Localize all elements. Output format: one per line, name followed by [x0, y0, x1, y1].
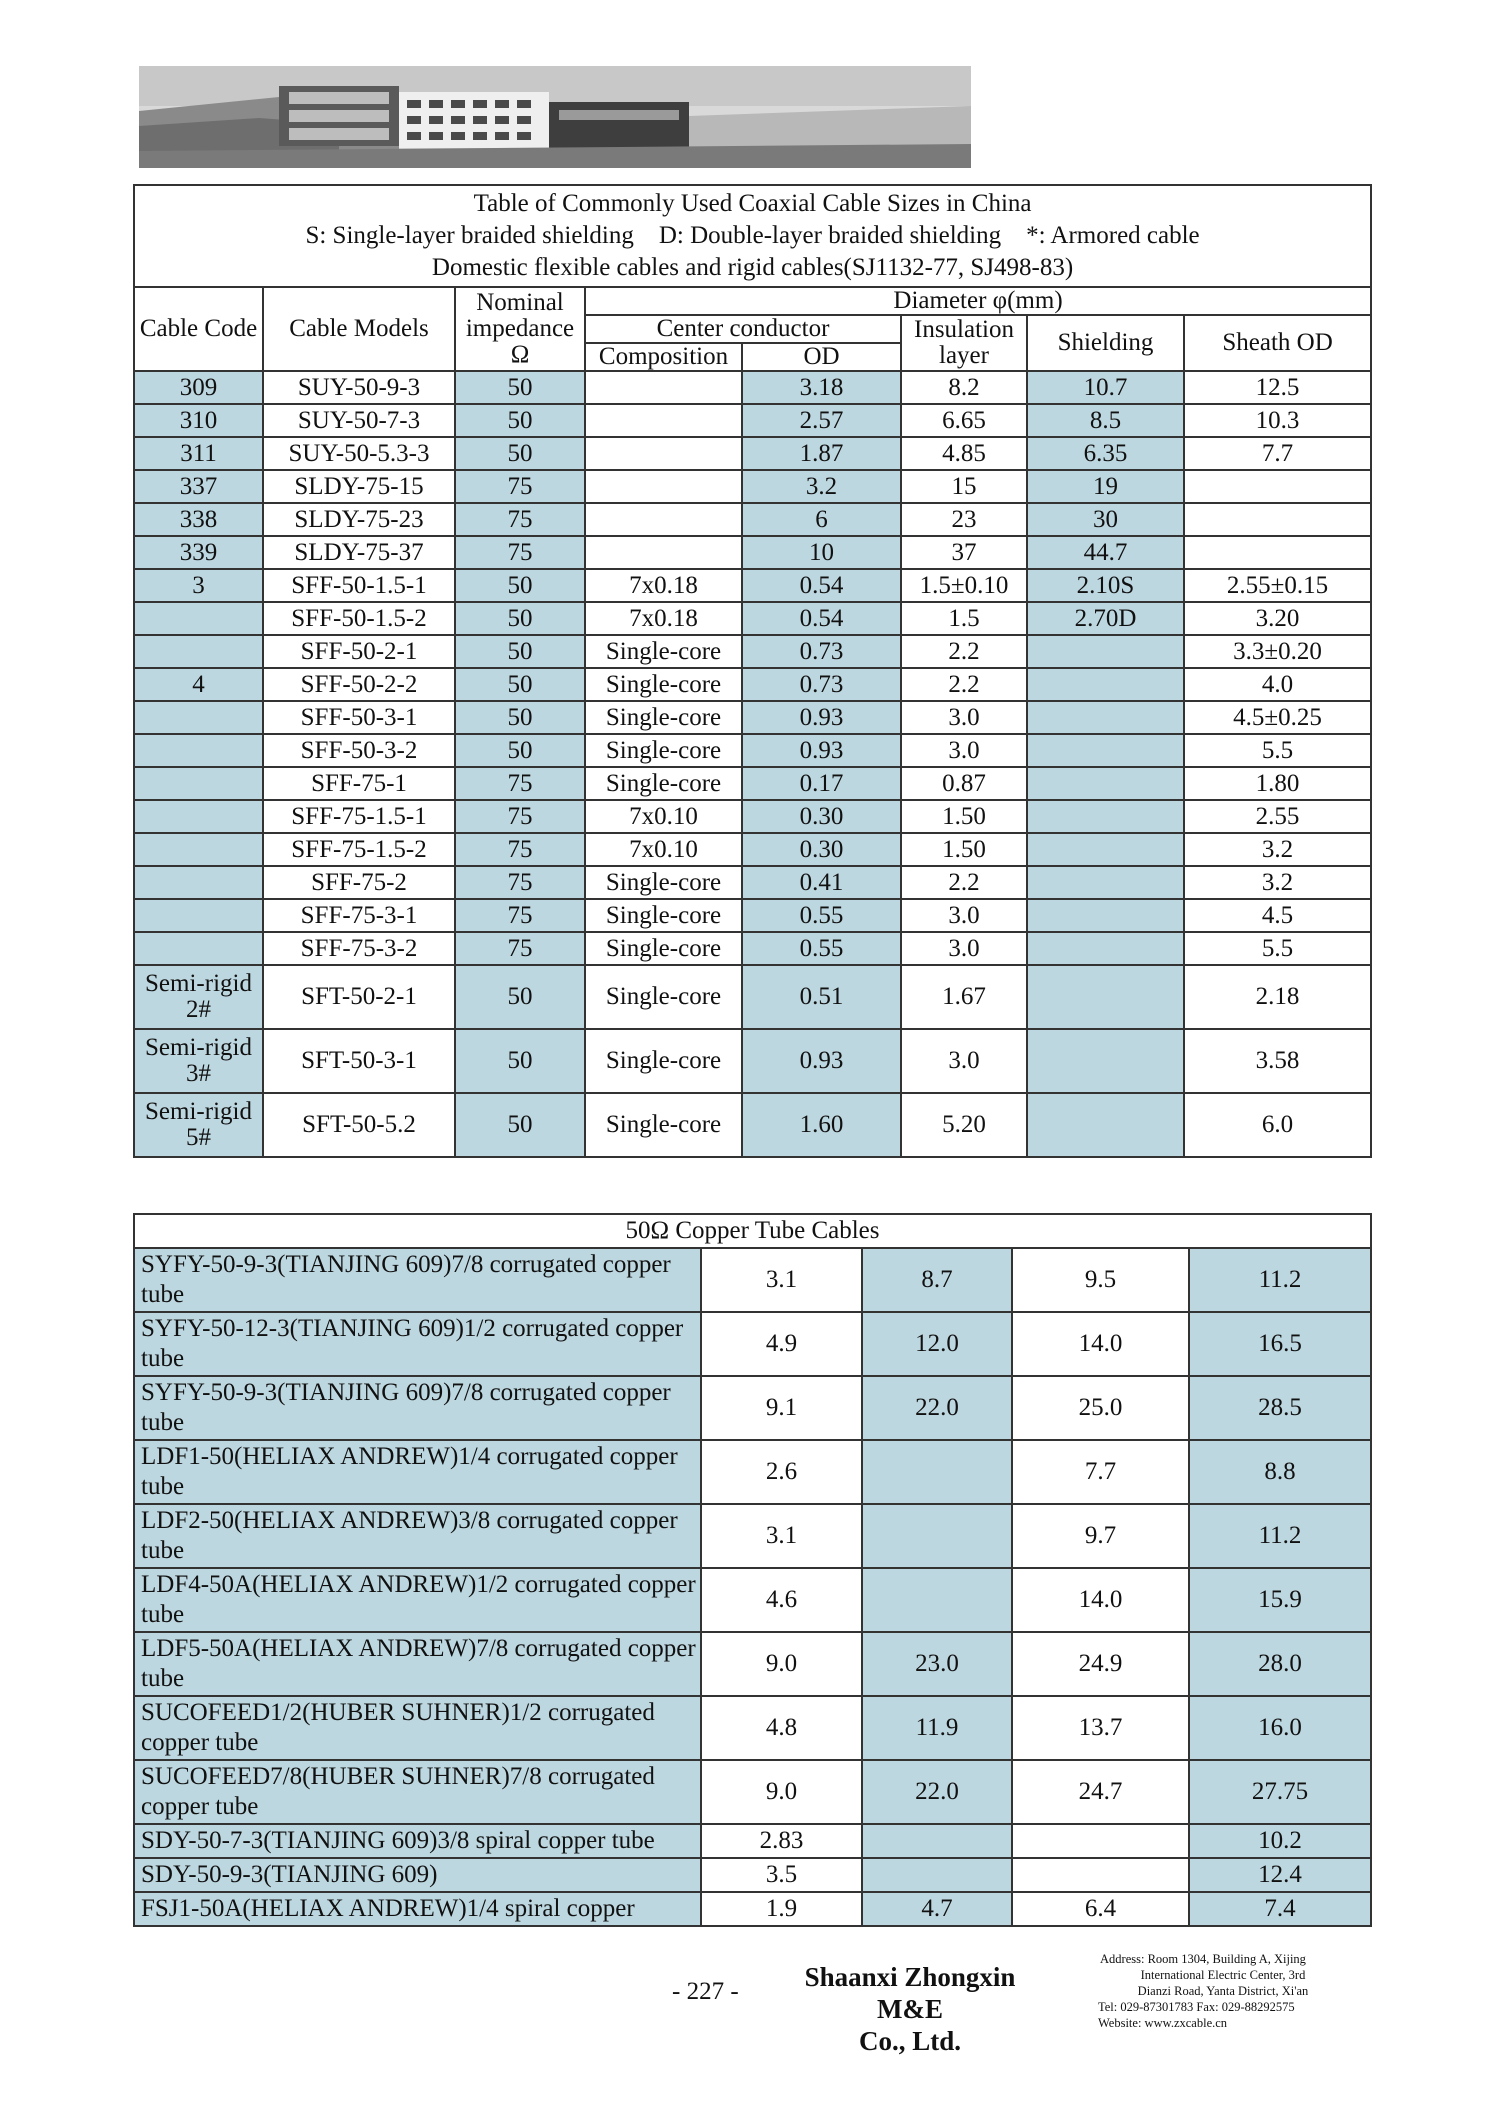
tube-cell-name: SUCOFEED1/2(HUBER SUHNER)1/2 corrugated copper tube	[134, 1696, 701, 1760]
cell-od: 0.55	[742, 899, 901, 932]
cell-cable-code: Semi-rigid 2#	[134, 965, 263, 1029]
cell-impedance: 50	[455, 569, 585, 602]
cell-shielding	[1027, 1093, 1184, 1157]
cell-insulation: 5.20	[901, 1093, 1027, 1157]
cell-cable-model: SFT-50-3-1	[263, 1029, 455, 1093]
table-row	[134, 1093, 1371, 1157]
tube-cell-sheath: 28.0	[1189, 1632, 1371, 1696]
cell-composition: Single-core	[585, 701, 742, 734]
cell-impedance: 50	[455, 1093, 585, 1157]
tube-cell-sheath: 16.5	[1189, 1312, 1371, 1376]
tube-cell-od: 3.5	[701, 1858, 862, 1892]
cell-od: 0.73	[742, 635, 901, 668]
cell-od: 3.2	[742, 470, 901, 503]
table-row	[134, 734, 1371, 767]
cell-cable-model: SUY-50-5.3-3	[263, 437, 455, 470]
cell-cable-model: SLDY-75-23	[263, 503, 455, 536]
cell-insulation: 1.67	[901, 965, 1027, 1029]
tube-table-row	[134, 1568, 1371, 1632]
cell-od: 0.17	[742, 767, 901, 800]
tube-cell-shielding: 13.7	[1012, 1696, 1189, 1760]
tube-table-row	[134, 1858, 1371, 1892]
cell-od: 3.18	[742, 371, 901, 404]
cell-cable-code: 337	[134, 470, 263, 503]
cell-od: 0.73	[742, 668, 901, 701]
table-row	[134, 470, 1371, 503]
contact-phone-fax: Tel: 029-87301783 Fax: 029-88292575	[1098, 2000, 1295, 2014]
tube-cell-name: LDF1-50(HELIAX ANDREW)1/4 corrugated copper tube	[134, 1440, 701, 1504]
cell-od: 0.93	[742, 1029, 901, 1093]
cell-impedance: 75	[455, 833, 585, 866]
cell-impedance: 50	[455, 404, 585, 437]
cell-composition: 7x0.10	[585, 833, 742, 866]
tube-cell-insulation: 4.7	[862, 1892, 1012, 1926]
cell-shielding	[1027, 866, 1184, 899]
cell-impedance: 50	[455, 701, 585, 734]
cell-composition	[585, 503, 742, 536]
cell-cable-code: 310	[134, 404, 263, 437]
website: Website: www.zxcable.cn	[1098, 2016, 1228, 2030]
header-composition: Composition	[585, 343, 742, 371]
cell-shielding	[1027, 668, 1184, 701]
tube-cell-insulation	[862, 1504, 1012, 1568]
cell-impedance: 50	[455, 602, 585, 635]
cell-insulation: 2.2	[901, 668, 1027, 701]
cell-impedance: 75	[455, 503, 585, 536]
tube-cell-shielding: 9.5	[1012, 1248, 1189, 1312]
cell-shielding	[1027, 965, 1184, 1029]
tube-cell-name: FSJ1-50A(HELIAX ANDREW)1/4 spiral copper	[134, 1892, 701, 1926]
header-od: OD	[742, 343, 901, 371]
tube-cell-name: SUCOFEED7/8(HUBER SUHNER)7/8 corrugated copper tube	[134, 1760, 701, 1824]
cell-insulation: 3.0	[901, 734, 1027, 767]
cell-impedance: 75	[455, 800, 585, 833]
cell-insulation: 1.5	[901, 602, 1027, 635]
cell-cable-code: Semi-rigid 3#	[134, 1029, 263, 1093]
cell-composition: Single-core	[585, 1029, 742, 1093]
cell-cable-model: SFT-50-2-1	[263, 965, 455, 1029]
tube-cell-insulation	[862, 1858, 1012, 1892]
tube-table-row	[134, 1892, 1371, 1926]
cell-od: 0.54	[742, 602, 901, 635]
cell-composition: Single-core	[585, 1093, 742, 1157]
header-diameter: Diameter φ(mm)	[585, 287, 1371, 315]
table-row	[134, 371, 1371, 404]
cell-insulation: 37	[901, 536, 1027, 569]
cell-insulation: 6.65	[901, 404, 1027, 437]
cell-composition: 7x0.18	[585, 602, 742, 635]
tube-cell-shielding: 7.7	[1012, 1440, 1189, 1504]
tube-cell-name: SYFY-50-9-3(TIANJING 609)7/8 corrugated copper tube	[134, 1376, 701, 1440]
table-row	[134, 404, 1371, 437]
company-address	[1098, 1951, 1348, 2031]
tube-cell-name: SYFY-50-9-3(TIANJING 609)7/8 corrugated copper tube	[134, 1248, 701, 1312]
cell-cable-model: SFF-75-2	[263, 866, 455, 899]
cell-cable-model: SLDY-75-15	[263, 470, 455, 503]
table-row	[134, 833, 1371, 866]
cell-shielding: 44.7	[1027, 536, 1184, 569]
cell-sheath-od: 10.3	[1184, 404, 1371, 437]
cell-od: 0.41	[742, 866, 901, 899]
cell-cable-model: SFF-50-2-1	[263, 635, 455, 668]
cell-sheath-od: 4.5	[1184, 899, 1371, 932]
cell-sheath-od: 4.5±0.25	[1184, 701, 1371, 734]
cell-cable-model: SFF-75-1.5-1	[263, 800, 455, 833]
table-row	[134, 668, 1371, 701]
cell-shielding: 10.7	[1027, 371, 1184, 404]
cell-cable-model: SFT-50-5.2	[263, 1093, 455, 1157]
table-row	[134, 899, 1371, 932]
cell-cable-model: SUY-50-7-3	[263, 404, 455, 437]
cell-sheath-od: 2.55±0.15	[1184, 569, 1371, 602]
cell-impedance: 75	[455, 866, 585, 899]
tube-cell-sheath: 7.4	[1189, 1892, 1371, 1926]
cell-sheath-od	[1184, 470, 1371, 503]
address-line1: Address: Room 1304, Building A, Xijing	[1100, 1952, 1306, 1966]
cell-insulation: 3.0	[901, 701, 1027, 734]
tube-cell-name: SDY-50-9-3(TIANJING 609)	[134, 1858, 701, 1892]
table-row	[134, 866, 1371, 899]
table-row	[134, 1029, 1371, 1093]
header-shielding: Shielding	[1027, 315, 1184, 371]
table-row	[134, 800, 1371, 833]
tube-cell-name: SDY-50-7-3(TIANJING 609)3/8 spiral copper tube	[134, 1824, 701, 1858]
company-name-line1: Shaanxi Zhongxin M&E	[804, 1962, 1016, 2024]
tube-cell-shielding: 24.7	[1012, 1760, 1189, 1824]
cell-cable-code	[134, 635, 263, 668]
cell-od: 0.93	[742, 734, 901, 767]
tube-cell-sheath: 15.9	[1189, 1568, 1371, 1632]
cell-cable-code: 309	[134, 371, 263, 404]
tube-cell-od: 9.0	[701, 1760, 862, 1824]
cell-composition	[585, 404, 742, 437]
table-row	[134, 536, 1371, 569]
tube-table-row	[134, 1760, 1371, 1824]
table-row	[134, 767, 1371, 800]
cell-shielding: 6.35	[1027, 437, 1184, 470]
cell-impedance: 50	[455, 371, 585, 404]
cell-impedance: 75	[455, 899, 585, 932]
cell-cable-code	[134, 602, 263, 635]
cell-cable-model: SUY-50-9-3	[263, 371, 455, 404]
tube-cell-od: 4.9	[701, 1312, 862, 1376]
cell-cable-code	[134, 767, 263, 800]
cell-cable-model: SFF-50-2-2	[263, 668, 455, 701]
cell-composition: Single-core	[585, 866, 742, 899]
address-line3: Dianzi Road, Yanta District, Xi'an	[1137, 1984, 1309, 1998]
tube-table-row	[134, 1312, 1371, 1376]
cell-insulation: 3.0	[901, 932, 1027, 965]
cell-impedance: 50	[455, 437, 585, 470]
tube-table-row	[134, 1376, 1371, 1440]
tube-cell-shielding	[1012, 1858, 1189, 1892]
cell-insulation: 15	[901, 470, 1027, 503]
cell-composition: Single-core	[585, 734, 742, 767]
cell-cable-code	[134, 866, 263, 899]
cell-sheath-od: 2.55	[1184, 800, 1371, 833]
tube-cell-insulation: 22.0	[862, 1376, 1012, 1440]
table-legend: S: Single-layer braided shielding D: Double-layer braided shielding *: Armored cable	[305, 222, 1200, 249]
tube-table-row	[134, 1696, 1371, 1760]
coaxial-cable-table	[133, 184, 1372, 1158]
cell-cable-model: SFF-75-3-1	[263, 899, 455, 932]
cell-composition: Single-core	[585, 932, 742, 965]
cell-sheath-od: 3.3±0.20	[1184, 635, 1371, 668]
tube-cell-insulation: 11.9	[862, 1696, 1012, 1760]
cell-od: 0.51	[742, 965, 901, 1029]
tube-cell-od: 3.1	[701, 1248, 862, 1312]
cell-insulation: 3.0	[901, 899, 1027, 932]
cell-insulation: 4.85	[901, 437, 1027, 470]
cell-insulation: 0.87	[901, 767, 1027, 800]
cell-cable-model: SFF-50-3-1	[263, 701, 455, 734]
cell-sheath-od: 6.0	[1184, 1093, 1371, 1157]
cell-cable-model: SFF-75-1.5-2	[263, 833, 455, 866]
cell-sheath-od	[1184, 536, 1371, 569]
cell-od: 1.87	[742, 437, 901, 470]
tube-table-row	[134, 1248, 1371, 1312]
cell-cable-code	[134, 800, 263, 833]
cell-composition: 7x0.18	[585, 569, 742, 602]
tube-cell-shielding: 9.7	[1012, 1504, 1189, 1568]
tube-cell-od: 3.1	[701, 1504, 862, 1568]
cell-cable-model: SFF-50-1.5-1	[263, 569, 455, 602]
tube-cell-sheath: 10.2	[1189, 1824, 1371, 1858]
cell-shielding: 2.10S	[1027, 569, 1184, 602]
tube-table-row	[134, 1632, 1371, 1696]
cell-impedance: 50	[455, 1029, 585, 1093]
tube-cell-shielding: 14.0	[1012, 1568, 1189, 1632]
cell-cable-code	[134, 899, 263, 932]
tube-cell-od: 1.9	[701, 1892, 862, 1926]
cell-cable-model: SFF-50-1.5-2	[263, 602, 455, 635]
cell-sheath-od	[1184, 503, 1371, 536]
cell-composition: Single-core	[585, 668, 742, 701]
cell-sheath-od: 5.5	[1184, 734, 1371, 767]
cell-insulation: 2.2	[901, 866, 1027, 899]
tube-cell-od: 4.8	[701, 1696, 862, 1760]
cell-impedance: 75	[455, 932, 585, 965]
cell-shielding	[1027, 899, 1184, 932]
cell-shielding	[1027, 833, 1184, 866]
tube-cell-insulation: 8.7	[862, 1248, 1012, 1312]
cell-impedance: 75	[455, 767, 585, 800]
cell-sheath-od: 3.2	[1184, 866, 1371, 899]
table-row	[134, 635, 1371, 668]
tube-cell-shielding: 25.0	[1012, 1376, 1189, 1440]
cell-composition: Single-core	[585, 767, 742, 800]
tube-cell-sheath: 11.2	[1189, 1248, 1371, 1312]
cell-insulation: 1.50	[901, 800, 1027, 833]
tube-section-title: 50Ω Copper Tube Cables	[134, 1214, 1371, 1248]
tube-cell-name: LDF4-50A(HELIAX ANDREW)1/2 corrugated copper tube	[134, 1568, 701, 1632]
cell-sheath-od: 3.58	[1184, 1029, 1371, 1093]
tube-cell-sheath: 16.0	[1189, 1696, 1371, 1760]
cell-shielding: 19	[1027, 470, 1184, 503]
tube-cell-sheath: 11.2	[1189, 1504, 1371, 1568]
cell-insulation: 3.0	[901, 1029, 1027, 1093]
header-sheath-od: Sheath OD	[1184, 315, 1371, 371]
table-subtitle: Domestic flexible cables and rigid cables(SJ1132-77, SJ498-83)	[431, 254, 1074, 281]
table-row	[134, 602, 1371, 635]
cell-composition	[585, 470, 742, 503]
cell-sheath-od: 7.7	[1184, 437, 1371, 470]
tube-cell-sheath: 27.75	[1189, 1760, 1371, 1824]
header-cable-code: Cable Code	[134, 287, 263, 371]
tube-cell-od: 4.6	[701, 1568, 862, 1632]
tube-cell-od: 2.6	[701, 1440, 862, 1504]
cell-sheath-od: 2.18	[1184, 965, 1371, 1029]
cell-sheath-od: 3.2	[1184, 833, 1371, 866]
cell-shielding	[1027, 1029, 1184, 1093]
cell-sheath-od: 1.80	[1184, 767, 1371, 800]
cell-od: 1.60	[742, 1093, 901, 1157]
cell-shielding	[1027, 800, 1184, 833]
tube-cell-insulation	[862, 1824, 1012, 1858]
cell-shielding: 30	[1027, 503, 1184, 536]
tube-table-row	[134, 1824, 1371, 1858]
header-center-conductor: Center conductor	[585, 315, 901, 343]
cell-insulation: 2.2	[901, 635, 1027, 668]
cell-cable-code	[134, 701, 263, 734]
cell-cable-code: 3	[134, 569, 263, 602]
cell-composition: Single-core	[585, 635, 742, 668]
tube-cell-shielding: 14.0	[1012, 1312, 1189, 1376]
tube-table-row	[134, 1440, 1371, 1504]
tube-cell-insulation	[862, 1440, 1012, 1504]
cell-impedance: 50	[455, 734, 585, 767]
cell-shielding	[1027, 734, 1184, 767]
cell-composition: Single-core	[585, 965, 742, 1029]
cell-cable-code: 311	[134, 437, 263, 470]
header-cable-models: Cable Models	[263, 287, 455, 371]
cell-od: 0.55	[742, 932, 901, 965]
cell-composition	[585, 371, 742, 404]
tube-cell-shielding: 6.4	[1012, 1892, 1189, 1926]
table-row	[134, 932, 1371, 965]
cell-impedance: 50	[455, 965, 585, 1029]
tube-cell-od: 9.1	[701, 1376, 862, 1440]
cell-cable-code: Semi-rigid 5#	[134, 1093, 263, 1157]
cell-composition: 7x0.10	[585, 800, 742, 833]
cell-cable-code: 4	[134, 668, 263, 701]
cell-shielding	[1027, 635, 1184, 668]
cell-cable-model: SLDY-75-37	[263, 536, 455, 569]
table-row	[134, 701, 1371, 734]
tube-cell-sheath: 8.8	[1189, 1440, 1371, 1504]
cell-impedance: 50	[455, 635, 585, 668]
cell-cable-code: 339	[134, 536, 263, 569]
cell-shielding: 8.5	[1027, 404, 1184, 437]
table-row	[134, 503, 1371, 536]
cell-composition	[585, 437, 742, 470]
table-row	[134, 965, 1371, 1029]
cell-sheath-od: 12.5	[1184, 371, 1371, 404]
header-impedance: Nominal impedance Ω	[455, 287, 585, 371]
cell-impedance: 75	[455, 470, 585, 503]
tube-cell-insulation: 22.0	[862, 1760, 1012, 1824]
company-name	[770, 1961, 1050, 2057]
cell-cable-code: 338	[134, 503, 263, 536]
cell-shielding: 2.70D	[1027, 602, 1184, 635]
cell-cable-code	[134, 833, 263, 866]
table-row	[134, 569, 1371, 602]
tube-cell-insulation: 12.0	[862, 1312, 1012, 1376]
cell-od: 6	[742, 503, 901, 536]
cell-od: 0.30	[742, 833, 901, 866]
cell-insulation: 1.50	[901, 833, 1027, 866]
tube-cell-sheath: 28.5	[1189, 1376, 1371, 1440]
company-name-line2: Co., Ltd.	[858, 2026, 961, 2056]
tube-table-row	[134, 1504, 1371, 1568]
cell-sheath-od: 3.20	[1184, 602, 1371, 635]
table-title-block	[134, 185, 1371, 287]
table-row	[134, 437, 1371, 470]
tube-cell-shielding	[1012, 1824, 1189, 1858]
cell-cable-model: SFF-75-1	[263, 767, 455, 800]
cell-insulation: 1.5±0.10	[901, 569, 1027, 602]
cell-insulation: 23	[901, 503, 1027, 536]
table-title: Table of Commonly Used Coaxial Cable Sizes in China	[473, 190, 1032, 217]
copper-tube-table	[133, 1213, 1372, 1927]
cell-od: 0.30	[742, 800, 901, 833]
cell-composition	[585, 536, 742, 569]
cell-cable-code	[134, 734, 263, 767]
cell-od: 10	[742, 536, 901, 569]
cell-od: 0.93	[742, 701, 901, 734]
tube-cell-od: 2.83	[701, 1824, 862, 1858]
header-insulation: Insulation layer	[901, 315, 1027, 371]
cell-impedance: 75	[455, 536, 585, 569]
header-banner-image	[139, 66, 971, 168]
tube-cell-od: 9.0	[701, 1632, 862, 1696]
tube-cell-shielding: 24.9	[1012, 1632, 1189, 1696]
cell-shielding	[1027, 701, 1184, 734]
tube-cell-name: SYFY-50-12-3(TIANJING 609)1/2 corrugated copper tube	[134, 1312, 701, 1376]
cell-shielding	[1027, 767, 1184, 800]
cell-impedance: 50	[455, 668, 585, 701]
cell-composition: Single-core	[585, 899, 742, 932]
cell-sheath-od: 4.0	[1184, 668, 1371, 701]
address-line2: International Electric Center, 3rd	[1140, 1968, 1306, 1982]
cell-insulation: 8.2	[901, 371, 1027, 404]
tube-cell-insulation: 23.0	[862, 1632, 1012, 1696]
tube-cell-name: LDF5-50A(HELIAX ANDREW)7/8 corrugated copper tube	[134, 1632, 701, 1696]
cell-shielding	[1027, 932, 1184, 965]
page-number: - 227 -	[672, 1978, 739, 2005]
cell-od: 2.57	[742, 404, 901, 437]
cell-cable-code	[134, 932, 263, 965]
cell-cable-model: SFF-75-3-2	[263, 932, 455, 965]
cell-sheath-od: 5.5	[1184, 932, 1371, 965]
cell-od: 0.54	[742, 569, 901, 602]
cell-cable-model: SFF-50-3-2	[263, 734, 455, 767]
tube-cell-sheath: 12.4	[1189, 1858, 1371, 1892]
tube-cell-insulation	[862, 1568, 1012, 1632]
tube-cell-name: LDF2-50(HELIAX ANDREW)3/8 corrugated copper tube	[134, 1504, 701, 1568]
